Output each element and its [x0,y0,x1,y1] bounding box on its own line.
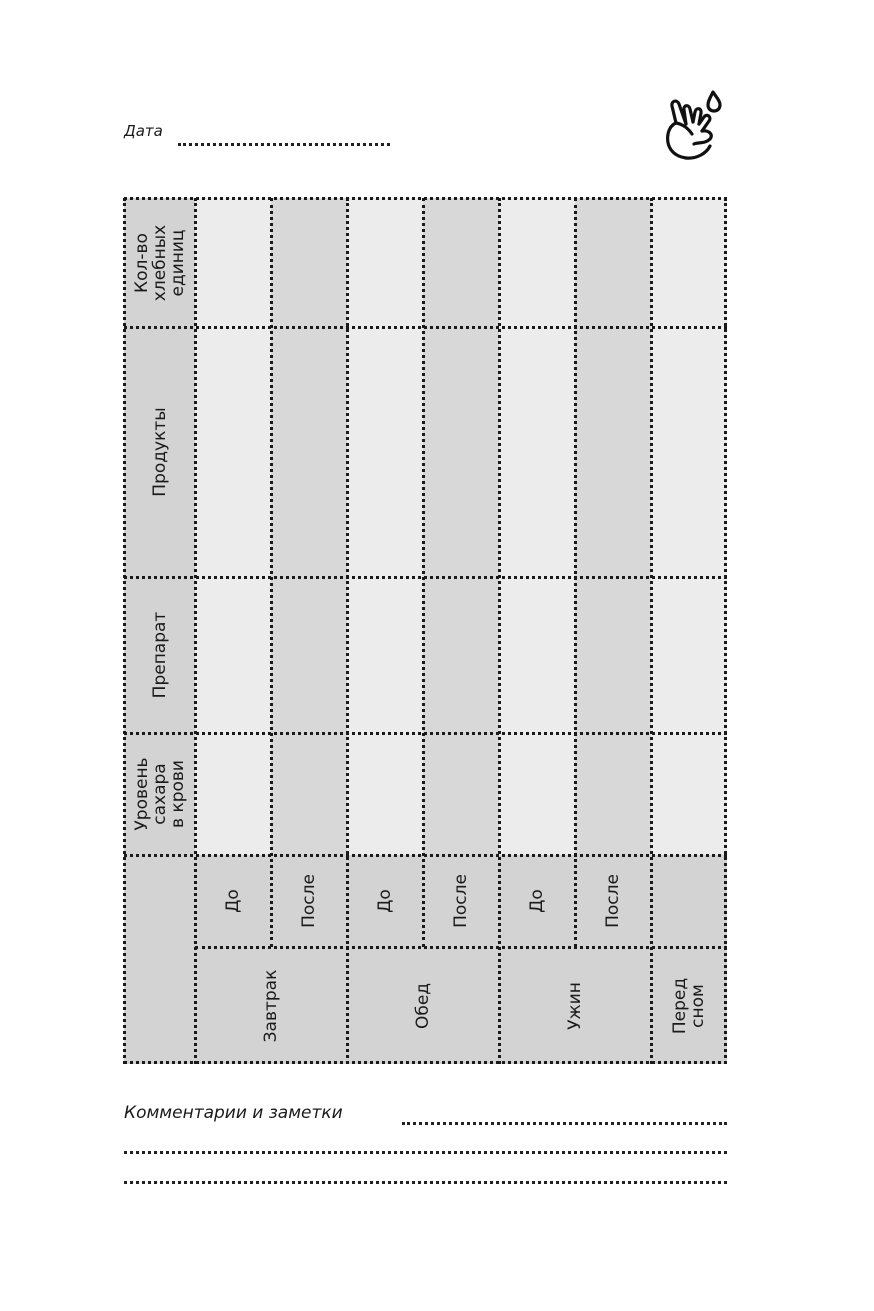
column-lunch-before[interactable] [347,198,423,855]
subheader-label: После [603,874,623,928]
column-before-sleep[interactable] [651,198,727,855]
subheader-label: После [299,874,319,928]
grid-line [574,198,577,947]
subheader-breakfast-after [271,855,347,947]
blood-sugar-log-table [124,198,727,1064]
header-products-label: Продукты [149,407,170,497]
column-breakfast-before[interactable] [195,198,271,855]
grid-line [124,1061,727,1064]
subheader-lunch-before [347,855,423,947]
meal-before-sleep [651,947,727,1064]
meal-label: Обед [413,982,433,1029]
date-label: Дата [124,122,163,140]
grid-line [270,198,273,947]
grid-line [124,576,727,579]
meal-lunch [347,947,499,1064]
grid-line [124,732,727,735]
grid-line [195,946,727,949]
subheader-label: После [451,874,471,928]
subheader-lunch-after [423,855,499,947]
comments-line-3[interactable] [124,1181,727,1184]
column-lunch-after[interactable] [423,198,499,855]
hand-drop-icon [664,86,726,164]
date-input-line[interactable] [178,143,390,146]
header-blood-sugar [124,733,195,855]
grid-line [422,198,425,947]
column-dinner-before[interactable] [499,198,575,855]
header-products [124,327,195,577]
header-corner [124,855,195,1064]
header-bread-units [124,198,195,327]
grid-line [124,197,727,200]
meal-label: Перед сном [670,977,708,1034]
header-medication-label: Препарат [149,611,170,699]
subheader-dinner-after [575,855,651,947]
subheader-dinner-before [499,855,575,947]
comments-line-2[interactable] [124,1151,727,1154]
subheader-label: До [223,889,243,913]
header-blood-sugar-label: Уровень сахара в крови [131,757,188,831]
subheader-label: До [375,889,395,913]
comments-label: Комментарии и заметки [124,1103,343,1123]
header-medication [124,577,195,733]
header-bread-units-label: Кол-во хлебных единиц [131,224,188,301]
subheader-breakfast-before [195,855,271,947]
meal-label: Ужин [565,981,585,1030]
subheader-before-sleep-empty [651,855,727,947]
column-breakfast-after[interactable] [271,198,347,855]
grid-line [124,326,727,329]
grid-line [124,854,727,857]
meal-label: Завтрак [261,969,281,1042]
column-dinner-after[interactable] [575,198,651,855]
subheader-label: До [527,889,547,913]
meal-breakfast [195,947,347,1064]
comments-line-1[interactable] [402,1122,727,1125]
meal-dinner [499,947,651,1064]
